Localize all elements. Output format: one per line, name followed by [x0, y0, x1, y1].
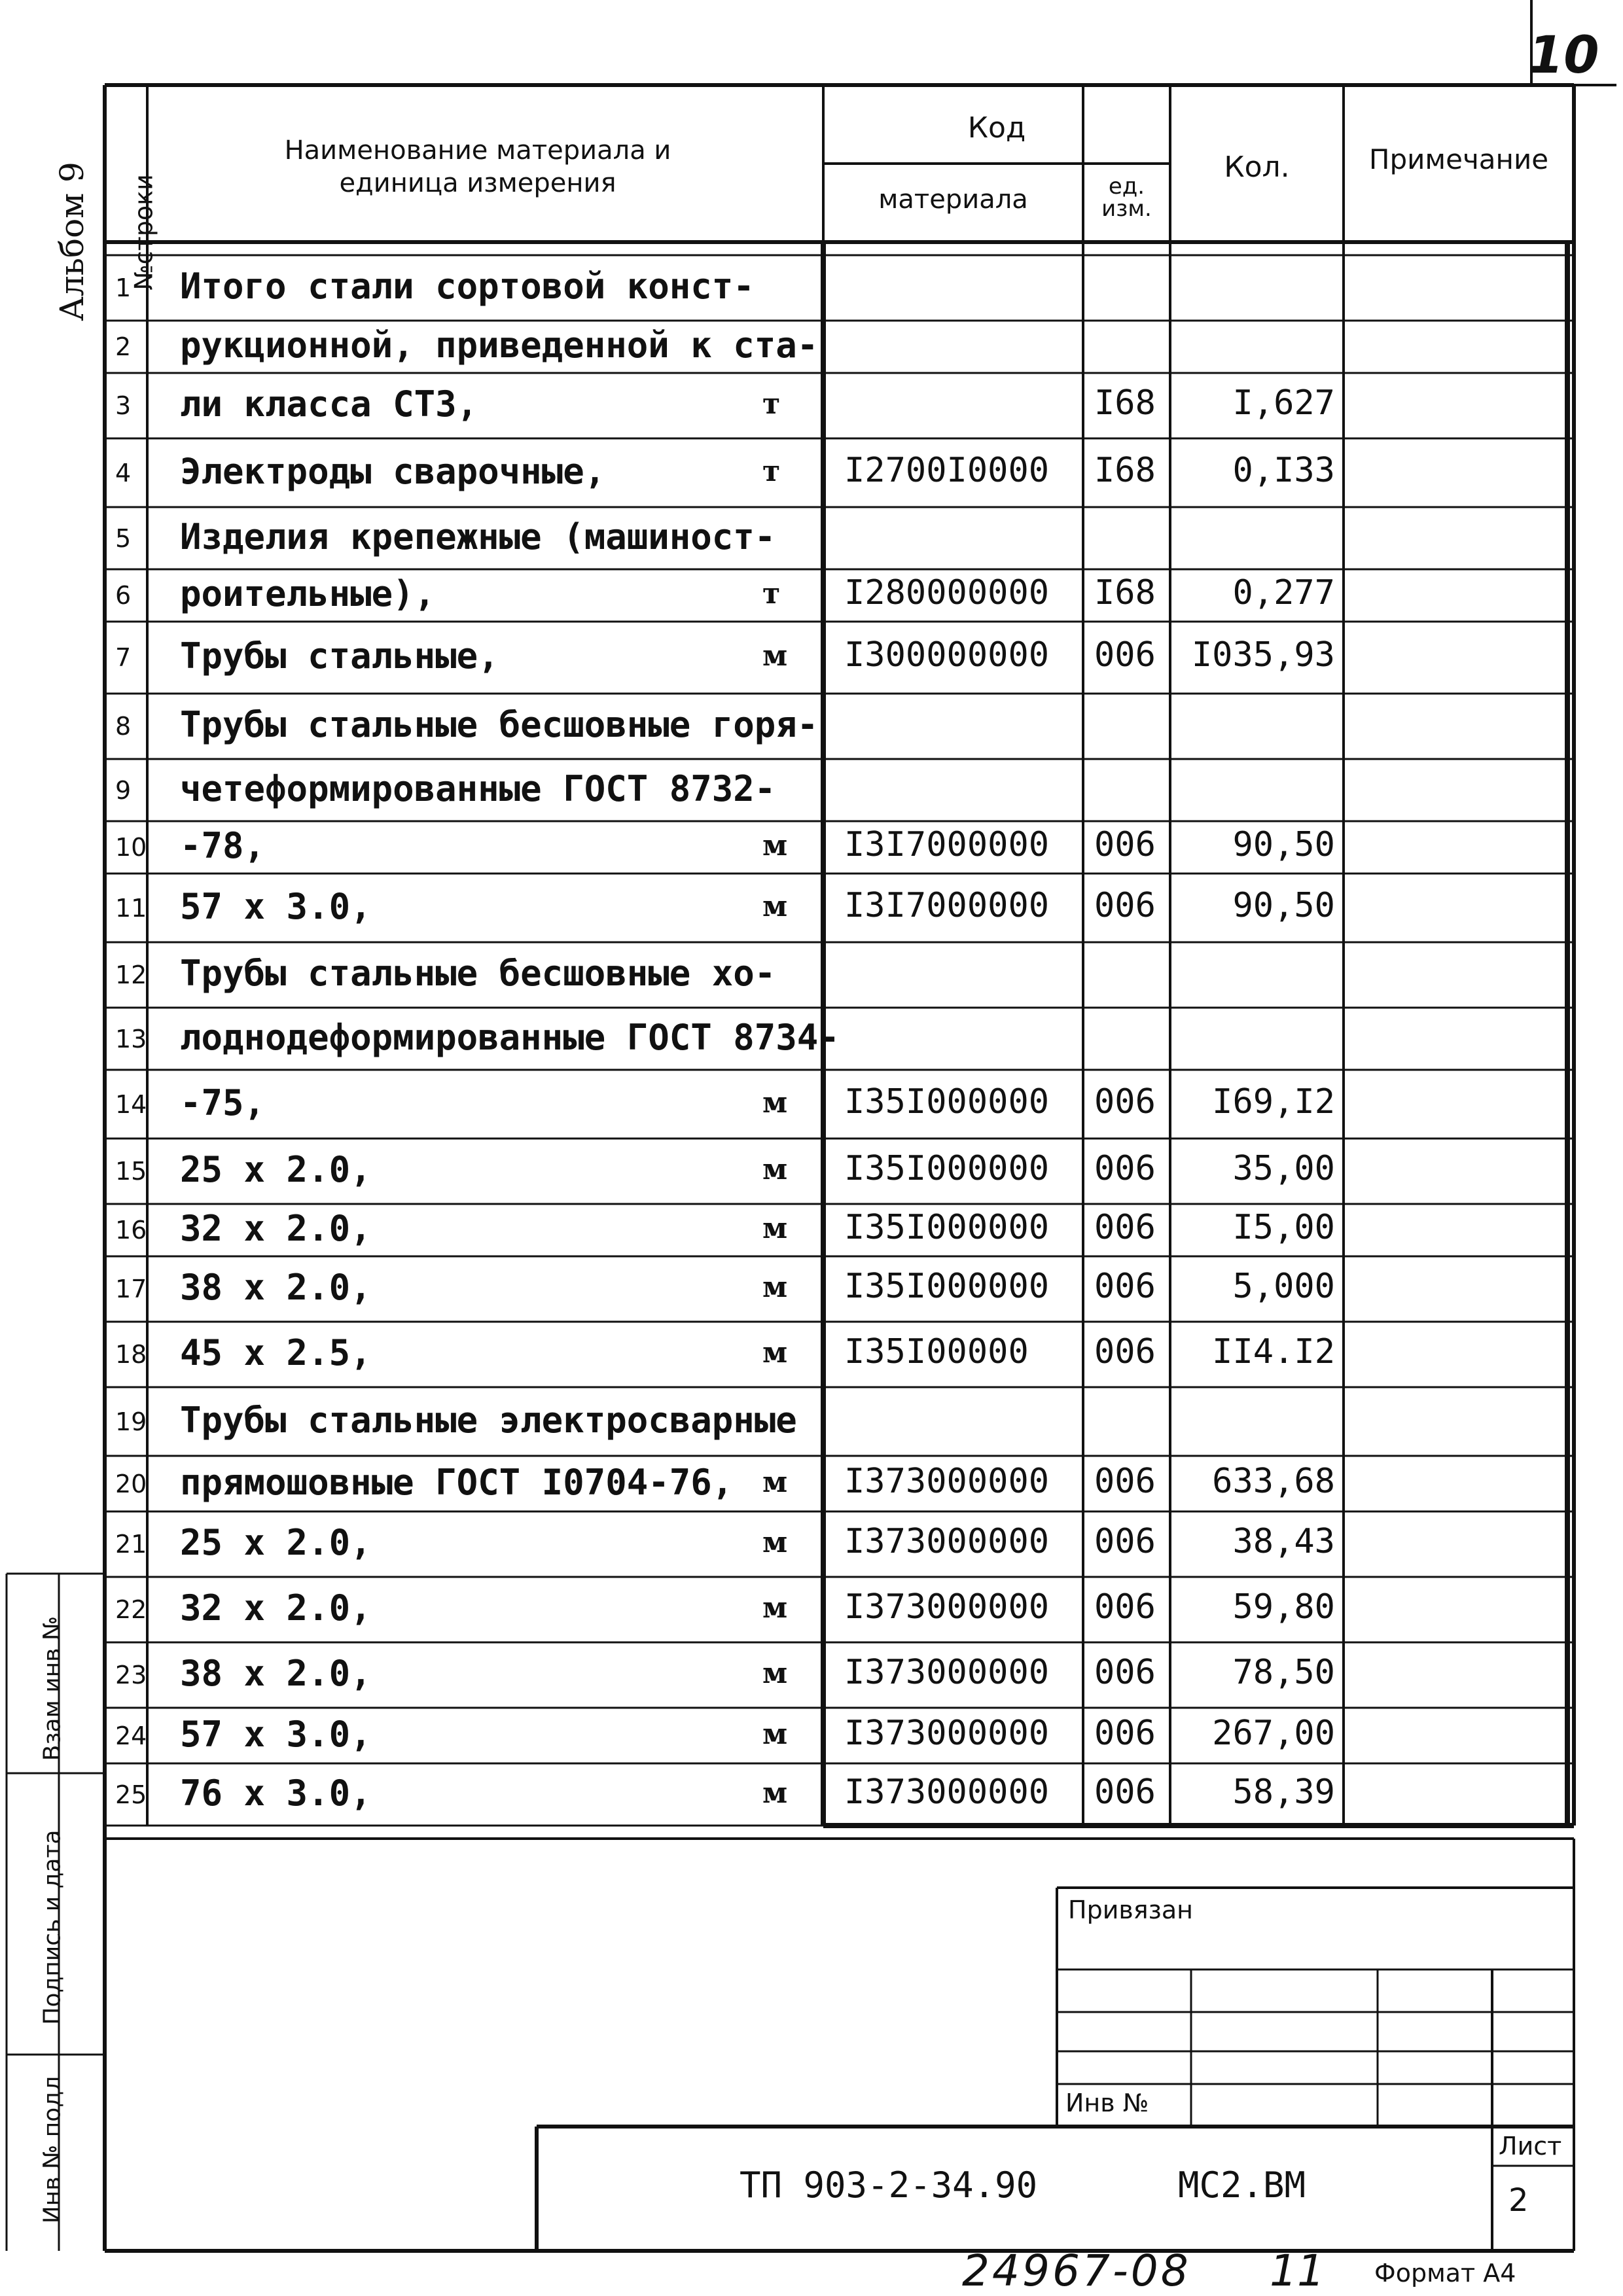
row-code: I280000000 [844, 573, 1050, 612]
row-unit: м [762, 1086, 788, 1120]
row-uom: 006 [1094, 1208, 1156, 1247]
row-number: 2 [115, 332, 132, 361]
row-name: Трубы стальные бесшовные горя- [180, 704, 819, 745]
row-name: 38 x 2.0, [180, 1653, 372, 1694]
header-code-material: материала [878, 185, 1028, 215]
row-code: I35I000000 [844, 1149, 1050, 1188]
row-unit: т [762, 577, 781, 610]
row-unit: т [762, 454, 781, 488]
row-name: лоднодеформированные ГОСТ 8734- [180, 1016, 840, 1058]
stamp-inv-no: Инв № [1065, 2089, 1149, 2117]
row-uom: 006 [1094, 885, 1156, 925]
row-uom: 006 [1094, 825, 1156, 864]
row-unit: м [762, 829, 788, 862]
header-code: Код [967, 111, 1026, 145]
row-qty: I69,I2 [1212, 1082, 1335, 1122]
row-name: -75, [180, 1082, 266, 1123]
row-qty: I5,00 [1232, 1208, 1335, 1247]
row-name: 57 x 3.0, [180, 885, 372, 927]
sheet-mark: 10 [1528, 26, 1599, 85]
stamp-designation: ТП 903-2-34.90 [740, 2164, 1038, 2206]
row-name: роительные), [180, 573, 436, 614]
row-code: I373000000 [844, 1772, 1050, 1812]
row-number: 14 [115, 1089, 147, 1119]
row-name: Изделия крепежные (машиност- [180, 516, 776, 557]
row-qty: 58,39 [1232, 1772, 1335, 1812]
row-code: I35I000000 [844, 1082, 1050, 1122]
row-qty: 35,00 [1232, 1149, 1335, 1188]
row-name: четеформированные ГОСТ 8732- [180, 768, 776, 809]
stamp-sheet-no: 2 [1508, 2182, 1529, 2219]
row-number: 23 [115, 1661, 147, 1689]
row-number: 10 [115, 833, 147, 862]
row-qty: 38,43 [1232, 1522, 1335, 1561]
row-code: I373000000 [844, 1713, 1050, 1753]
row-code: I373000000 [844, 1587, 1050, 1627]
row-number: 4 [115, 458, 132, 487]
header-row-no: №строки [129, 174, 158, 291]
row-uom: 006 [1094, 1082, 1156, 1122]
row-number: 25 [115, 1780, 147, 1809]
row-qty: 59,80 [1232, 1587, 1335, 1627]
row-name: рукционной, приведенной к ста- [180, 325, 819, 366]
row-unit: м [762, 1212, 788, 1245]
row-name: Электроды сварочные, [180, 450, 606, 492]
row-uom: 006 [1094, 1267, 1156, 1306]
row-qty: I,627 [1232, 383, 1335, 423]
row-name: 32 x 2.0, [180, 1587, 372, 1629]
row-unit: м [762, 1591, 788, 1625]
row-qty: 0,I33 [1232, 450, 1335, 490]
row-name: прямошовные ГОСТ I0704-76, [180, 1461, 734, 1503]
row-uom: 006 [1094, 1587, 1156, 1627]
side-label-inv-podl: Инв № подл [39, 2075, 66, 2224]
row-code: I300000000 [844, 635, 1050, 675]
side-label-vzam: Взам инв № [39, 1616, 66, 1761]
row-name: 57 x 3.0, [180, 1713, 372, 1755]
row-qty: 90,50 [1232, 885, 1335, 925]
header-note: Примечание [1368, 143, 1549, 175]
row-uom: 006 [1094, 1149, 1156, 1188]
row-number: 1 [115, 274, 132, 302]
row-unit: м [762, 1776, 788, 1810]
row-number: 16 [115, 1216, 147, 1245]
row-name: 25 x 2.0, [180, 1522, 372, 1563]
row-number: 5 [115, 523, 132, 553]
row-code: I2700I0000 [844, 450, 1050, 490]
row-unit: м [762, 1271, 788, 1304]
row-uom: 006 [1094, 1461, 1156, 1501]
row-uom: 006 [1094, 1653, 1156, 1692]
row-name: Трубы стальные бесшовные хо- [180, 953, 776, 994]
row-name: -78, [180, 825, 266, 866]
row-qty: II4.I2 [1212, 1332, 1335, 1371]
row-unit: м [762, 889, 788, 923]
row-number: 6 [115, 581, 132, 610]
row-uom: 006 [1094, 1772, 1156, 1812]
row-number: 17 [115, 1275, 147, 1303]
row-code: I35I000000 [844, 1208, 1050, 1247]
row-number: 13 [115, 1024, 147, 1053]
row-uom: 006 [1094, 1522, 1156, 1561]
row-code: I373000000 [844, 1522, 1050, 1561]
row-name: 32 x 2.0, [180, 1208, 372, 1249]
header-name: Наименование материала и единица измерения [284, 135, 671, 198]
row-number: 24 [115, 1721, 147, 1750]
row-number: 12 [115, 961, 147, 989]
row-name: ли класса СТ3, [180, 383, 478, 425]
row-uom: 006 [1094, 1713, 1156, 1753]
footer-format: Формат А4 [1374, 2259, 1516, 2287]
row-number: 15 [115, 1157, 147, 1186]
row-name: Трубы стальные электросварные [180, 1399, 797, 1441]
row-name: 45 x 2.5, [180, 1332, 372, 1373]
row-number: 11 [115, 893, 147, 923]
row-name: 38 x 2.0, [180, 1267, 372, 1308]
row-code: I373000000 [844, 1653, 1050, 1692]
row-number: 21 [115, 1530, 147, 1559]
row-uom: I68 [1094, 383, 1156, 423]
row-code: I35I00000 [844, 1332, 1029, 1371]
header-code-unit: ед. изм. [1101, 173, 1152, 222]
row-code: I3I7000000 [844, 885, 1050, 925]
row-uom: I68 [1094, 573, 1156, 612]
row-unit: м [762, 1336, 788, 1369]
row-unit: м [762, 639, 788, 673]
row-qty: 78,50 [1232, 1653, 1335, 1692]
side-label-podpis: Подпись и дата [39, 1829, 66, 2025]
row-unit: м [762, 1465, 788, 1499]
row-name: 76 x 3.0, [180, 1772, 372, 1814]
row-number: 9 [115, 775, 132, 805]
row-number: 7 [115, 643, 132, 672]
row-uom: 006 [1094, 1332, 1156, 1371]
row-unit: м [762, 1657, 788, 1690]
row-number: 22 [115, 1595, 147, 1624]
row-code: I35I000000 [844, 1267, 1050, 1306]
row-uom: 006 [1094, 635, 1156, 675]
row-code: I373000000 [844, 1461, 1050, 1501]
row-name: 25 x 2.0, [180, 1149, 372, 1190]
row-qty: I035,93 [1191, 635, 1335, 675]
stamp-doc-code: МС2.ВМ [1178, 2164, 1306, 2206]
header-qty: Кол. [1224, 150, 1290, 184]
footer-archive-no: 24967-08 [962, 2246, 1191, 2296]
row-number: 3 [115, 391, 132, 420]
row-qty: 267,00 [1212, 1713, 1335, 1753]
row-name: Итого стали сортовой конст- [180, 266, 755, 307]
row-qty: 0,277 [1232, 573, 1335, 612]
row-qty: 90,50 [1232, 825, 1335, 864]
row-unit: м [762, 1526, 788, 1559]
album-label: Альбом 9 [53, 162, 91, 321]
row-number: 20 [115, 1469, 147, 1498]
row-unit: т [762, 387, 781, 421]
row-uom: I68 [1094, 450, 1156, 490]
row-number: 19 [115, 1407, 147, 1436]
row-qty: 5,000 [1232, 1267, 1335, 1306]
row-name: Трубы стальные, [180, 635, 499, 677]
stamp-privyazan: Привязан [1068, 1896, 1193, 1924]
row-code: I3I7000000 [844, 825, 1050, 864]
row-unit: м [762, 1717, 788, 1751]
footer-copy-no: 11 [1270, 2246, 1325, 2296]
row-unit: м [762, 1153, 788, 1186]
stamp-sheet-label: Лист [1499, 2132, 1562, 2161]
row-number: 8 [115, 712, 132, 741]
row-number: 18 [115, 1340, 147, 1369]
row-qty: 633,68 [1212, 1461, 1335, 1501]
